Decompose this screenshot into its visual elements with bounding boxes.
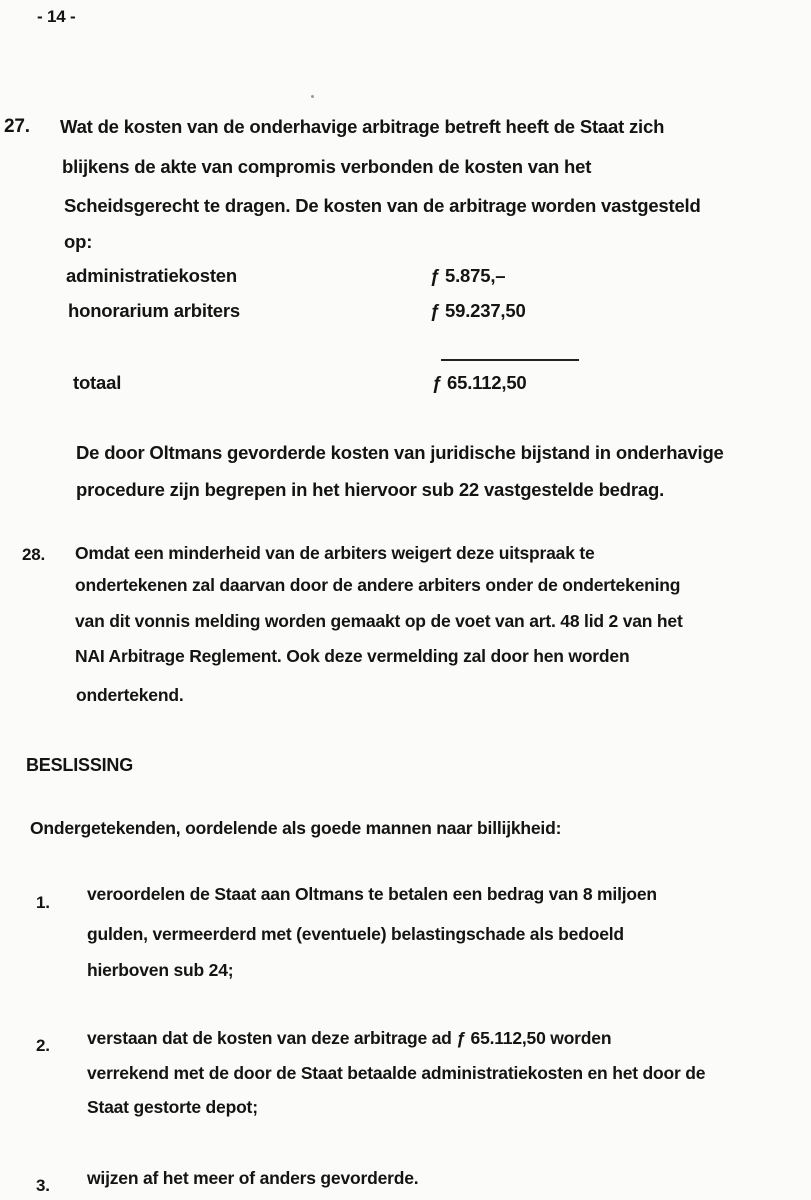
total-label: totaal: [73, 372, 122, 393]
cost-label-admin: administratiekosten: [66, 265, 237, 286]
decision-point-number: 1.: [36, 893, 50, 912]
item-28-line: Omdat een minderheid van de arbiters weigert deze uitspraak te: [75, 543, 595, 563]
item-28-line: ondertekenen zal daarvan door de andere arbiters onder de ondertekening: [75, 575, 681, 595]
decision-point-line: gulden, vermeerderd met (eventuele) belastingschade als bedoeld: [87, 924, 624, 944]
item-28-line: ondertekend.: [76, 685, 184, 705]
decision-point-line: hierboven sub 24;: [87, 960, 234, 980]
item-27-line: Scheidsgerecht te dragen. De kosten van de arbitrage worden vastgesteld: [64, 195, 701, 216]
item-27-line: Wat de kosten van de onderhavige arbitrage betreft heeft de Staat zich: [60, 116, 665, 137]
sum-rule: [441, 359, 579, 361]
item-28-line: NAI Arbitrage Reglement. Ook deze vermelding zal door hen worden: [75, 646, 630, 666]
total-amount: ƒ 65.112,50: [432, 372, 527, 393]
decision-point-line: verstaan dat de kosten van deze arbitrage ad ƒ 65.112,50 worden: [87, 1028, 612, 1048]
decision-point-number: 2.: [36, 1036, 50, 1055]
item-27-line: op:: [64, 231, 93, 252]
item-27-number: 27.: [4, 116, 30, 137]
cost-amount-fees: ƒ 59.237,50: [430, 300, 526, 321]
scan-speck: [311, 95, 314, 98]
item-27-note-line: procedure zijn begrepen in het hiervoor sub 22 vastgestelde bedrag.: [76, 479, 665, 500]
decision-heading: BESLISSING: [26, 755, 134, 775]
item-28-number: 28.: [22, 545, 46, 564]
decision-point-number: 3.: [36, 1176, 50, 1195]
page-number: - 14 -: [37, 7, 76, 26]
decision-intro: Ondergetekenden, oordelende als goede mannen naar billijkheid:: [30, 818, 562, 838]
item-27-note-line: De door Oltmans gevorderde kosten van juridische bijstand in onderhavige: [76, 442, 724, 463]
cost-label-fees: honorarium arbiters: [68, 300, 240, 321]
item-27-line: blijkens de akte van compromis verbonden de kosten van het: [62, 156, 592, 177]
cost-amount-admin: ƒ 5.875,–: [430, 265, 506, 286]
decision-point-line: Staat gestorte depot;: [87, 1097, 258, 1117]
decision-point-line: veroordelen de Staat aan Oltmans te betalen een bedrag van 8 miljoen: [87, 884, 657, 904]
item-28-line: van dit vonnis melding worden gemaakt op de voet van art. 48 lid 2 van het: [75, 611, 683, 631]
decision-point-line: wijzen af het meer of anders gevorderde.: [87, 1168, 419, 1188]
decision-point-line: verrekend met de door de Staat betaalde administratiekosten en het door de: [87, 1063, 706, 1083]
